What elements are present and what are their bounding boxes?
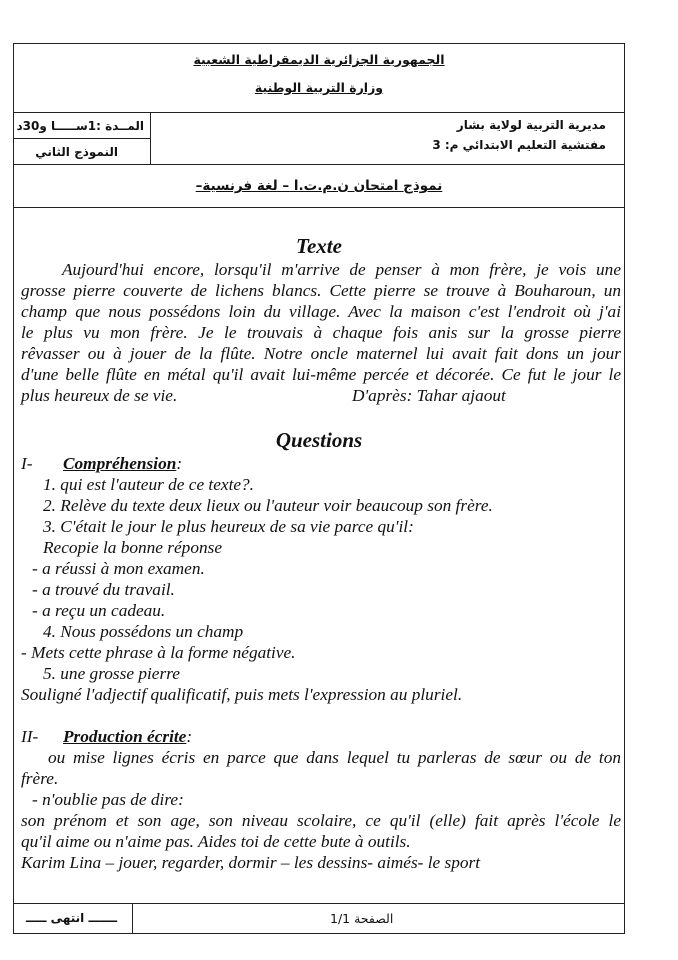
end-label: ـــــــ انتهى ـــــ — [26, 911, 118, 925]
text-line: d'une belle flûte en métal qu'il avait lui-même percée et décorée. Ce fut le jour le — [21, 365, 621, 384]
production-line: son prénom et son age, son niveau scolaire, ce qu'il (elle) fait après l'école le — [21, 811, 621, 830]
model-label: النموذج الثاني — [35, 145, 118, 159]
directorate-label: مديرية التربية لولاية بشار — [456, 118, 606, 132]
question-3: 3. C'était le jour le plus heureux de sa vie parce qu'il: — [43, 517, 414, 536]
question-3-option: - a réussi à mon examen. — [32, 559, 205, 578]
production-line: frère. — [21, 769, 59, 788]
question-4: 4. Nous possédons un champ — [43, 622, 244, 641]
divider — [13, 112, 625, 113]
question-5: 5. une grosse pierre — [43, 664, 180, 683]
exam-title: نموذج امتحان ن.م.ت.ا – لغة فرنسية– — [195, 178, 443, 194]
page-number: الصفحة 1/1 — [330, 911, 394, 926]
divider — [13, 207, 625, 208]
inspection-label: مفتشية التعليم الابتدائي م: 3 — [432, 138, 606, 152]
part2-number: II- — [21, 727, 39, 746]
part2-title: Production écrite — [63, 727, 187, 746]
production-line: ou mise lignes écris en parce que dans lequel tu parleras de sœur ou de ton — [48, 748, 621, 767]
question-3-option: - a reçu un cadeau. — [32, 601, 166, 620]
part1-title: Compréhension — [63, 454, 177, 473]
questions-heading: Questions — [275, 428, 363, 452]
divider — [132, 903, 133, 934]
question-4-instruction: - Mets cette phrase à la forme négative. — [21, 643, 296, 662]
text-line: le plus vu mon frère. Je le trouvais à chaque fois anis sur la grosse pierre — [21, 323, 621, 342]
text-heading: Texte — [296, 234, 342, 258]
text-line: rêvasser ou à jouer de la flûte. Notre oncle maternel lui avait fait dons un jour — [21, 344, 621, 363]
divider — [13, 138, 151, 139]
question-2: 2. Relève du texte deux lieux ou l'auteur voir beaucoup son frère. — [43, 496, 493, 515]
text-line: grosse pierre couverte de lichens blancs. Cette pierre se trouve à Bouharoun, un — [21, 281, 621, 300]
part1-number: I- — [21, 454, 33, 473]
text-line: champ que nous possédons loin du village. Avec la maison c'est l'endroit où j'ai — [21, 302, 621, 321]
question-1: 1. qui est l'auteur de ce texte?. — [43, 475, 255, 494]
question-5-instruction: Souligné l'adjectif qualificatif, puis mets l'expression au pluriel. — [21, 685, 463, 704]
ministry-title: وزارة التربية الوطنية — [254, 80, 384, 95]
part2-colon: : — [186, 727, 193, 746]
divider — [13, 903, 625, 904]
republic-title: الجمهورية الجزائرية الديمقراطية الشعبية — [193, 52, 445, 67]
production-reminder: - n'oublie pas de dire: — [32, 790, 184, 809]
text-line: Aujourd'hui encore, lorsqu'il m'arrive de penser à mon frère, je vois une — [62, 260, 621, 279]
production-word-box: Karim Lina – jouer, regarder, dormir – les dessins- aimés- le sport — [21, 853, 481, 872]
part1-colon: : — [176, 454, 183, 473]
question-3-instruction: Recopie la bonne réponse — [43, 538, 222, 557]
text-line-last: plus heureux de se vie. — [21, 386, 178, 405]
duration-label: المــدة :1ســـــا و30د — [16, 119, 144, 133]
question-3-option: - a trouvé du travail. — [32, 580, 175, 599]
text-source: D'après: Tahar ajaout — [352, 386, 506, 405]
divider — [13, 164, 625, 165]
production-line: qu'il aime ou n'aime pas. Aides toi de cette bute à outils. — [21, 832, 411, 851]
